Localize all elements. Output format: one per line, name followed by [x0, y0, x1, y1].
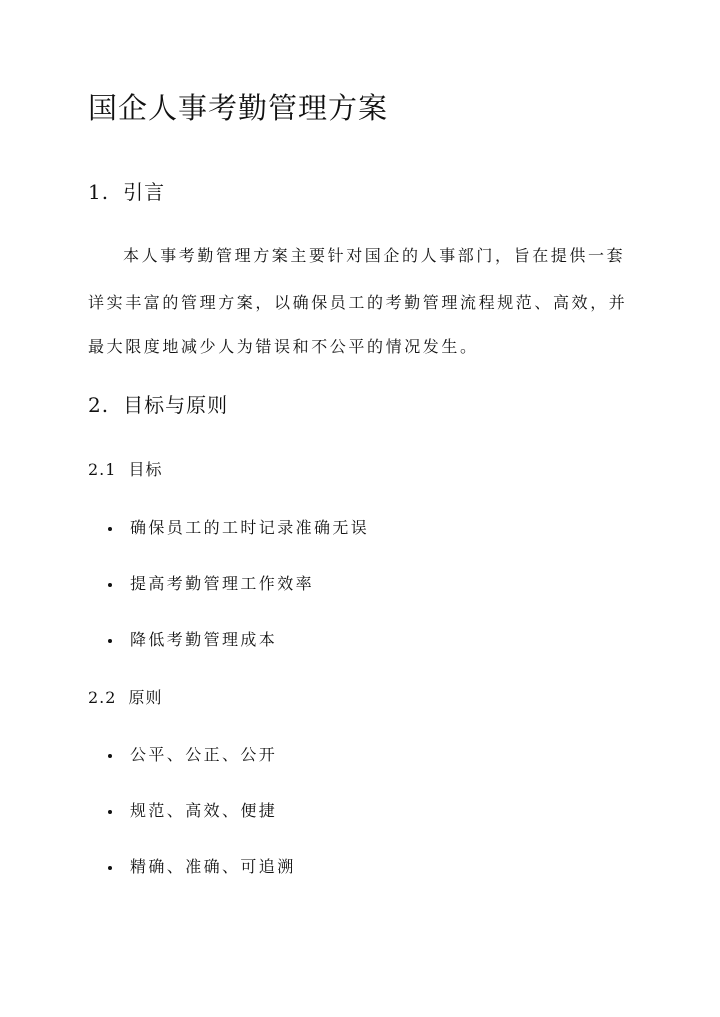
list-item	[108, 798, 277, 821]
list-item	[108, 627, 277, 650]
list-item-text: 降低考勤管理成本	[130, 630, 278, 649]
bullet-icon	[108, 810, 112, 814]
subsection-number: 2.2	[88, 688, 117, 707]
paragraph-line: 最大限度地减少人为错误和不公平的情况发生。	[88, 337, 479, 356]
list-item	[108, 854, 296, 877]
section-title: 引言	[123, 180, 166, 204]
bullet-icon	[108, 866, 112, 870]
bullet-icon	[108, 754, 112, 758]
bullet-icon	[108, 583, 112, 587]
list-item-text: 规范、高效、便捷	[130, 801, 278, 820]
section-number: 1.	[88, 180, 110, 204]
bullet-icon	[108, 639, 112, 643]
paragraph-line: 本人事考勤管理方案主要针对国企的人事部门，旨在提供一套	[123, 246, 626, 265]
subsection-number: 2.1	[88, 460, 117, 479]
list-item-text: 精确、准确、可追溯	[130, 857, 296, 876]
section-number: 2.	[88, 393, 110, 417]
subsection-title: 原则	[128, 688, 163, 707]
list-item	[108, 571, 314, 594]
list-item-text: 确保员工的工时记录准确无误	[130, 518, 370, 537]
bullet-icon	[108, 527, 112, 531]
subsection-title: 目标	[128, 460, 163, 479]
subsection-heading-principles	[88, 685, 162, 708]
section-heading-goals-principles	[88, 389, 228, 418]
list-item	[108, 742, 277, 765]
page-title: 国企人事考勤管理方案	[88, 91, 389, 125]
list-item	[108, 515, 369, 538]
section-title: 目标与原则	[123, 393, 229, 417]
paragraph-line: 详实丰富的管理方案，以确保员工的考勤管理流程规范、高效，并	[88, 293, 628, 312]
section-heading-introduction	[88, 176, 165, 205]
subsection-heading-goals	[88, 457, 162, 480]
list-item-text: 提高考勤管理工作效率	[130, 574, 315, 593]
list-item-text: 公平、公正、公开	[130, 745, 278, 764]
